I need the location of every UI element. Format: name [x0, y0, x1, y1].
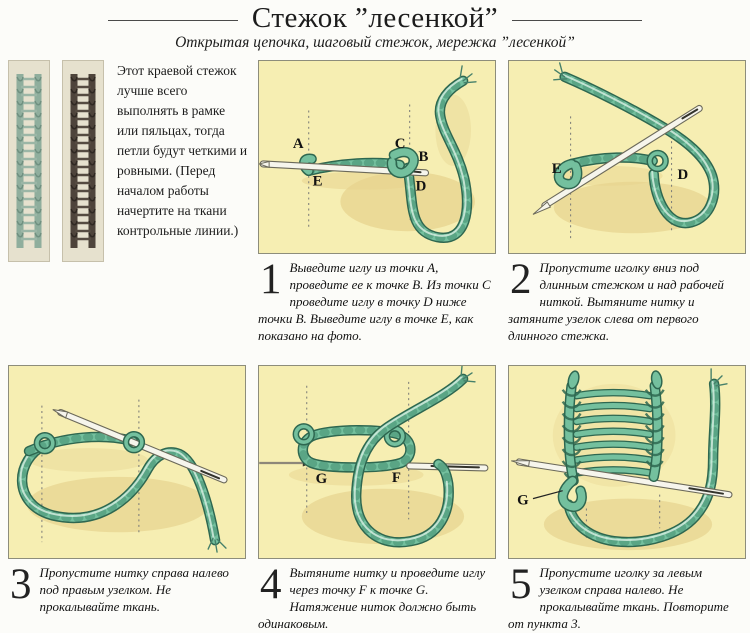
page-subtitle: Открытая цепочка, шаговый стежок, мережка ”лесенкой”	[175, 34, 575, 52]
point-label-d: D	[415, 179, 427, 196]
step-text: Вытяните нитку и проведите иглу через точку F к точке G. Натяжение ниток должно быть одинаковым.	[258, 564, 486, 631]
point-label-a: A	[292, 136, 304, 153]
page-header	[0, 0, 750, 51]
step-2-illustration	[508, 60, 746, 254]
step-5-caption	[508, 560, 748, 633]
intro-section	[8, 60, 248, 344]
step-4-caption	[258, 560, 498, 633]
stitch-sample-photo-dark	[62, 60, 104, 262]
step-text: Выведите иглу из точки A, проведите ее к точке B. Из точки C проведите иглу в точку D ниже точки B. Выведите иглу в точке E, как показано на фото.	[258, 260, 491, 344]
page-title: Стежок ”лесенкой”	[251, 2, 499, 34]
point-label-g: G	[315, 470, 328, 487]
point-label-g: G	[517, 492, 529, 509]
step-4-illustration	[258, 365, 496, 559]
point-label-b: B	[418, 149, 429, 166]
step-1-cell	[258, 60, 498, 344]
step-3-caption	[8, 560, 248, 616]
step-3-cell	[8, 365, 248, 633]
step-text: Пропустите иголку за левым узелком справа налево. Не прокалывайте ткань. Повторите от пункта 3.	[508, 564, 729, 631]
step-text: Пропустите нитку справа налево под правым узелком. Не прокалывайте ткань.	[39, 564, 229, 614]
step-1-caption	[258, 256, 498, 344]
step-number: 5	[510, 560, 532, 608]
step-4-cell	[258, 365, 498, 633]
step-5-illustration	[508, 365, 746, 559]
step-1-illustration	[258, 60, 496, 254]
point-label-e: E	[312, 174, 323, 191]
step-5-cell	[508, 365, 748, 633]
thread-loop-g	[563, 481, 582, 507]
step-number: 3	[10, 560, 32, 608]
point-label-d: D	[677, 167, 689, 184]
title-rule-right	[512, 20, 642, 21]
intro-text: Этот краевой стежок лучше всего выполнять в рамке или пяльцах, тогда петли будут четкими и ровными. (Перед началом работы начертите на ткани контрольные линии.)	[117, 63, 248, 239]
stitch-sample-photos	[8, 60, 104, 344]
step-number: 1	[260, 256, 282, 304]
step-2-caption	[508, 256, 748, 344]
step-number: 2	[510, 256, 532, 304]
step-2-cell	[508, 60, 748, 344]
title-rule-left	[108, 20, 238, 21]
stitch-sample-photo-light	[8, 60, 50, 262]
step-text: Пропустите иголку вниз под длинным стежком и над рабочей ниткой. Вытяните нитку и затяните узелок слева от первого длинного стежка.	[508, 260, 724, 344]
step-3-illustration	[8, 365, 246, 559]
point-label-e: E	[551, 161, 562, 178]
content-grid	[0, 51, 750, 632]
step-number: 4	[260, 560, 282, 608]
point-label-f: F	[391, 469, 401, 486]
point-label-c: C	[394, 136, 406, 153]
